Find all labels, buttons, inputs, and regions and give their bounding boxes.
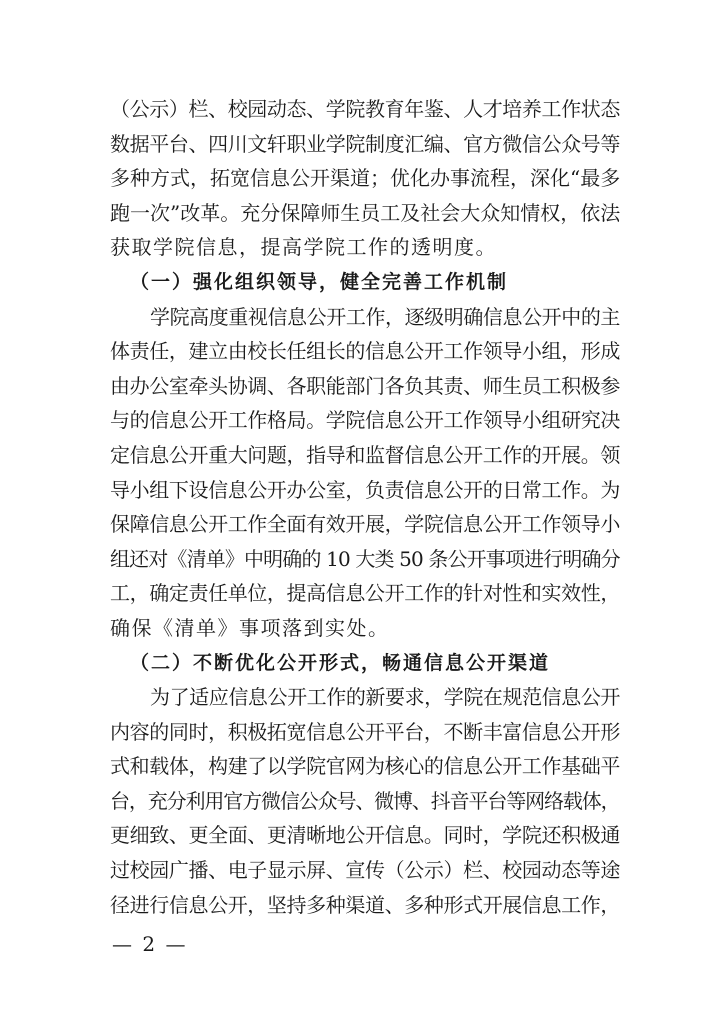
paragraph-line: 组还对《清单》中明确的 10 大类 50 条公开事项进行明确分 (110, 546, 620, 571)
page-number: — 2 — (112, 932, 188, 956)
paragraph-line: 为了适应信息公开工作的新要求，学院在规范信息公开 (150, 685, 620, 710)
paragraph-line: 导小组下设信息公开办公室，负责信息公开的日常工作。为 (110, 477, 620, 502)
paragraph-line: 台，充分利用官方微信公众号、微博、抖音平台等网络载体， (110, 788, 620, 813)
paragraph-line: 保障信息公开工作全面有效开展，学院信息公开工作领导小 (110, 512, 620, 537)
paragraph-line: 更细致、更全面、更清晰地公开信息。同时，学院还积极通 (110, 823, 620, 848)
paragraph-line: 跑一次”改革。充分保障师生员工及社会大众知情权，依法 (110, 200, 621, 225)
paragraph-line: 内容的同时，积极拓宽信息公开平台，不断丰富信息公开形 (110, 719, 620, 744)
paragraph-line: （公示）栏、校园动态、学院教育年鉴、人才培养工作状态 (110, 97, 620, 121)
paragraph-line: 数据平台、四川文轩职业学院制度汇编、官方微信公众号等 (110, 131, 620, 156)
paragraph-line: 径进行信息公开，坚持多种渠道、多种形式开展信息工作， (110, 892, 620, 917)
paragraph-line: 体责任，建立由校长任组长的信息公开工作领导小组，形成 (110, 339, 620, 364)
paragraph-line: 确保《清单》事项落到实处。 (110, 615, 390, 640)
paragraph-line: 工，确定责任单位，提高信息公开工作的针对性和实效性， (110, 581, 620, 606)
paragraph-line: 学院高度重视信息公开工作，逐级明确信息公开中的主 (150, 304, 620, 329)
section-heading: （一）强化组织领导，健全完善工作机制 (130, 270, 509, 293)
section-heading: （二）不断优化公开形式，畅通信息公开渠道 (130, 651, 551, 674)
paragraph-line: 多种方式，拓宽信息公开渠道；优化办事流程，深化“最多 (110, 166, 621, 191)
paragraph-line: 式和载体，构建了以学院官网为核心的信息公开工作基础平 (110, 754, 620, 779)
document-body (110, 92, 620, 922)
paragraph-line: 获取学院信息，提高学院工作的透明度。 (110, 235, 497, 260)
paragraph-line: 由办公室牵头协调、各职能部门各负其责、师生员工积极参 (110, 373, 620, 398)
paragraph-line: 过校园广播、电子显示屏、宣传（公示）栏、校园动态等途 (110, 858, 620, 883)
paragraph-line: 与的信息公开工作格局。学院信息公开工作领导小组研究决 (110, 408, 620, 433)
paragraph-line: 定信息公开重大问题，指导和监督信息公开工作的开展。领 (110, 442, 620, 467)
